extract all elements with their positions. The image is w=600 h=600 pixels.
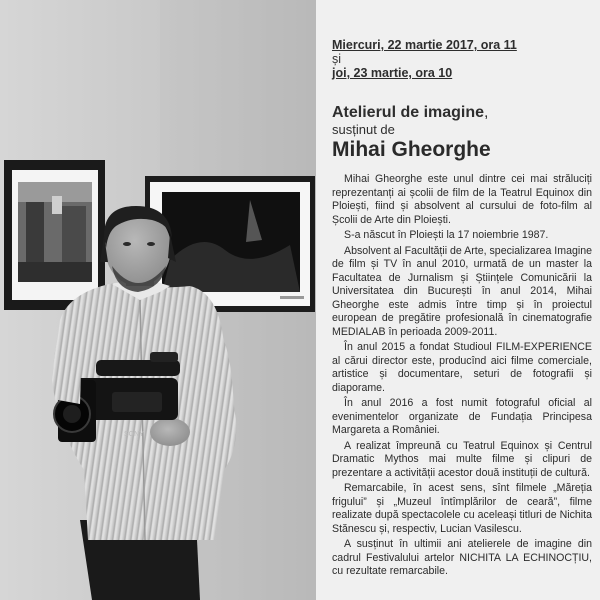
bio-paragraph: Absolvent al Facultății de Arte, specializarea Imagine de film și TV în anul 2010, urmată de un master la Facultatea de Jurnalism și Științele Comunicării la Universitatea din București în anul 2014, Mihai Gheorghe este admis între timp și în proiectul european de pregătire profesională în cinematografie MEDIALAB în perioada 2009-2011. — [332, 244, 592, 338]
workshop-title: Atelierul de imagine — [332, 104, 485, 121]
bio-paragraph: Remarcabile, în acest sens, sînt filmele „Măreția frigului” și „Muzeul întîmplărilor de ceară”, filme realizate după spectacolele cu aceleași titluri de Nichita Stănescu și, respectiv, Lucian Vasilescu. — [332, 482, 592, 535]
bio-paragraph: În anul 2016 a fost numit fotograful oficial al evenimentelor organizate de Fundația Principesa Margareta a României. — [332, 397, 592, 436]
event-text-panel — [316, 0, 600, 600]
workshop-title-line — [332, 104, 491, 122]
event-date-second: joi, 23 martie, ora 10 — [332, 66, 453, 80]
presenter-name: Mihai Gheorghe — [332, 138, 491, 161]
workshop-title-comma: , — [484, 104, 489, 121]
event-dates — [332, 38, 517, 80]
bio-paragraph: A realizat împreună cu Teatrul Equinox și Centrul Dramatic Mythos mai multe filme și clipuri de prezentare a activității acestor două instituții de cultură. — [332, 439, 592, 479]
bio-paragraph: S-a născut în Ploiești la 17 noiembrie 1987. — [344, 229, 549, 241]
bio-paragraph: În anul 2015 a fondat Studioul FILM-EXPERIENCE al cărui director este, producînd aici filme comerciale, artistice și documentare, seturi de fotografii și diaporame. — [332, 341, 592, 394]
presenter-biography — [332, 173, 592, 581]
bio-paragraph: Mihai Gheorghe este unul dintre cei mai străluciți reprezentanți ai școlii de film de la Teatrul Equinox din Ploiești, fiind și absolvent al cursului de foto-film al Școlii de Arte din Ploiești. — [332, 173, 592, 226]
camera-brand-label: SONY — [124, 431, 144, 438]
workshop-heading — [332, 104, 491, 162]
bio-paragraph: A susținut în ultimii ani atelierele de imagine din cadrul Festivalului artelor NICHITA LA ECHINOCȚIU, cu rezultate remarcabile. — [332, 538, 592, 577]
event-date-first: Miercuri, 22 martie 2017, ora 11 — [332, 38, 517, 52]
event-date-conjunction: și — [332, 52, 342, 66]
workshop-subtitle: susținut de — [332, 122, 395, 137]
framed-picture-left — [4, 160, 105, 310]
